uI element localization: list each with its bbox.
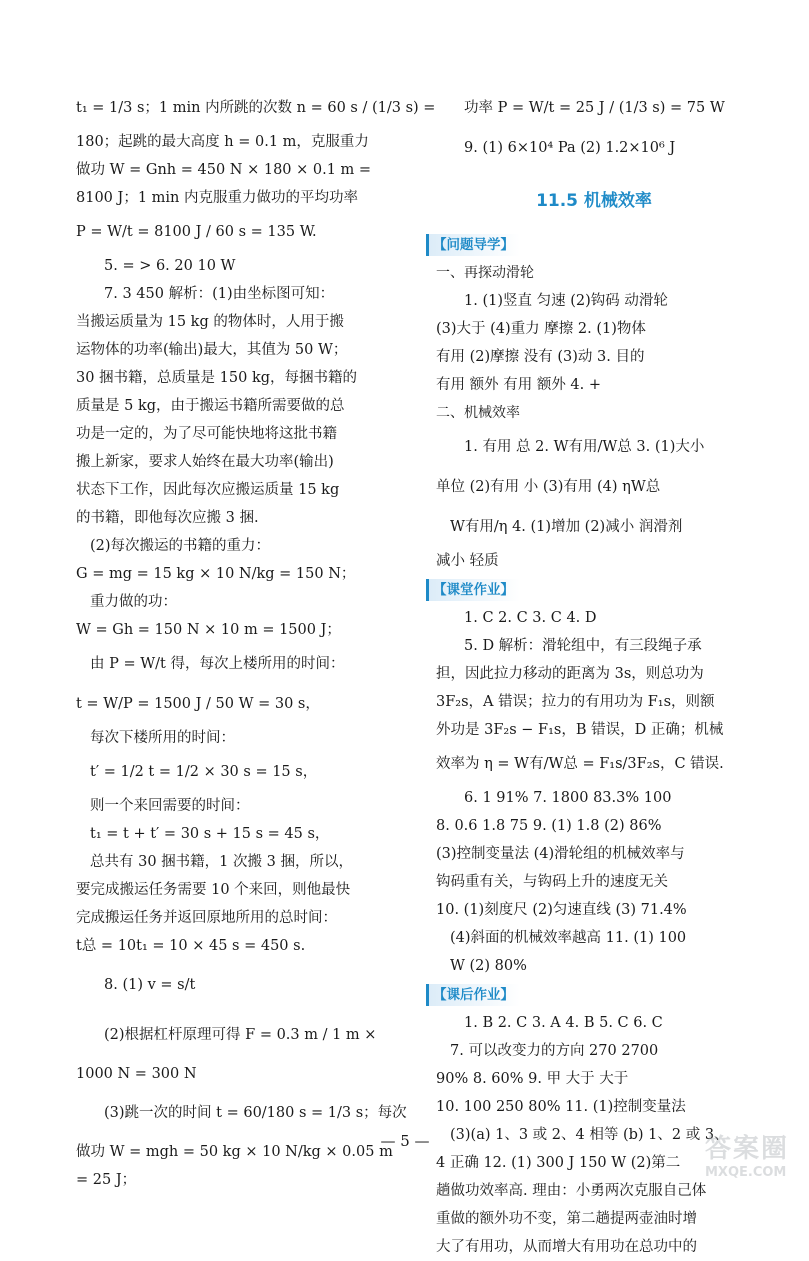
text-line: 9. (1) 6×10⁴ Pa (2) 1.2×10⁶ J: [464, 140, 676, 156]
text-line: W = Gh = 150 N × 10 m = 1500 J；: [76, 622, 341, 638]
watermark-url: MXQE.COM: [705, 1165, 787, 1180]
text-line: 3F₂s，A 错误；拉力的有用功为 F₁s，则额: [436, 694, 715, 710]
text-line: G = mg = 15 kg × 10 N/kg = 150 N；: [76, 566, 356, 582]
text-line: 效率为 η = W有/W总 = F₁s/3F₂s，C 错误.: [436, 756, 724, 772]
text-line: (3)(a) 1、3 或 2、4 相等 (b) 1、2 或 3、: [450, 1127, 729, 1143]
text-line: W (2) 80%: [450, 958, 527, 974]
text-line: 1. B 2. C 3. A 4. B 5. C 6. C: [464, 1015, 663, 1031]
text-line: 质量是 5 kg，由于搬运书籍所需要做的总: [76, 398, 345, 414]
text-line: 1. 有用 总 2. W有用/W总 3. (1)大小: [464, 439, 705, 455]
subheading: 二、机械效率: [436, 405, 520, 421]
text-line: 重做的额外功不变，第二趟提两壶油时增: [436, 1211, 697, 1227]
text-line: (3)跳一次的时间 t = 60/180 s = 1/3 s；每次: [104, 1105, 407, 1121]
text-line: 担，因此拉力移动的距离为 3s，则总功为: [436, 666, 704, 682]
text-line: 4 正确 12. (1) 300 J 150 W (2)第二: [436, 1155, 681, 1171]
text-line: P = W/t = 8100 J / 60 s = 135 W.: [76, 224, 317, 240]
text-line: 单位 (2)有用 小 (3)有用 (4) ηW总: [436, 479, 661, 495]
text-line: t₁ = 1/3 s；1 min 内所跳的次数 n = 60 s / (1/3 s) =: [76, 100, 436, 116]
text-line: 总共有 30 捆书籍，1 次搬 3 捆，所以，: [90, 854, 353, 870]
text-line: 180；起跳的最大高度 h = 0.1 m，克服重力: [76, 134, 369, 150]
text-line: 8. (1) v = s/t: [104, 977, 196, 993]
text-line: 功率 P = W/t = 25 J / (1/3 s) = 75 W: [464, 100, 725, 116]
text-line: 状态下工作，因此每次应搬运质量 15 kg: [76, 482, 340, 498]
text-line: 大了有用功，从而增大有用功在总功中的: [436, 1239, 697, 1255]
text-line: 7. 可以改变力的方向 270 2700: [450, 1043, 659, 1059]
text-line: 每次下楼所用的时间：: [90, 730, 235, 746]
text-line: 要完成搬运任务需要 10 个来回，则他最快: [76, 882, 351, 898]
text-line: 8. 0.6 1.8 75 9. (1) 1.8 (2) 86%: [436, 818, 662, 834]
text-line: t总 = 10t₁ = 10 × 45 s = 450 s.: [76, 938, 306, 954]
section-tag-wenti: 【问题导学】: [426, 234, 520, 256]
text-line: 10. 100 250 80% 11. (1)控制变量法: [436, 1099, 686, 1115]
text-line: 有用 (2)摩擦 没有 (3)动 3. 目的: [436, 349, 645, 365]
text-line: 钩码重有关，与钩码上升的速度无关: [436, 874, 668, 890]
text-line: (3)大于 (4)重力 摩擦 2. (1)物体: [436, 321, 646, 337]
text-line: 1. C 2. C 3. C 4. D: [464, 610, 597, 626]
text-line: 有用 额外 有用 额外 4. +: [436, 377, 602, 393]
text-line: 当搬运质量为 15 kg 的物体时，人用于搬: [76, 314, 344, 330]
text-line: 1. (1)竖直 匀速 (2)钩码 动滑轮: [464, 293, 668, 309]
text-line: 90% 8. 60% 9. 甲 大于 大于: [436, 1071, 629, 1087]
text-line: 功是一定的，为了尽可能快地将这批书籍: [76, 426, 337, 442]
text-line: 则一个来回需要的时间：: [90, 798, 250, 814]
watermark-logo: [705, 1128, 795, 1188]
text-line: (4)斜面的机械效率越高 11. (1) 100: [450, 930, 687, 946]
text-line: 搬上新家，要求人始终在最大功率(输出): [76, 454, 334, 470]
text-line: 做功 W = Gnh = 450 N × 180 × 0.1 m =: [76, 162, 372, 178]
text-line: 8100 J；1 min 内克服重力做功的平均功率: [76, 190, 358, 206]
text-line: 5. D 解析：滑轮组中，有三段绳子承: [464, 638, 702, 654]
text-line: t₁ = t + t′ = 30 s + 15 s = 45 s，: [90, 826, 330, 842]
text-line: 重力做的功：: [90, 594, 177, 610]
section-tag-ketang: 【课堂作业】: [426, 579, 520, 601]
text-line: 7. 3 450 解析：(1)由坐标图可知：: [104, 286, 335, 302]
text-line: (2)根据杠杆原理可得 F = 0.3 m / 1 m ×: [104, 1027, 377, 1043]
text-line: 10. (1)刻度尺 (2)匀速直线 (3) 71.4%: [436, 902, 687, 918]
watermark-text: 答案圈: [705, 1134, 790, 1164]
left-column: [76, 88, 436, 1194]
text-line: 运物体的功率(输出)最大，其值为 50 W；: [76, 342, 348, 358]
subheading: 一、再探动滑轮: [436, 265, 534, 281]
text-line: 的书籍，即他每次应搬 3 捆.: [76, 510, 259, 526]
text-line: W有用/η 4. (1)增加 (2)减小 润滑剂: [450, 519, 683, 535]
page-number: — 5 —: [380, 1132, 430, 1150]
right-column: [433, 88, 752, 1261]
section-title: 11.5 机械效率: [536, 191, 652, 211]
text-line: 5. = > 6. 20 10 W: [104, 258, 236, 274]
text-line: (2)每次搬运的书籍的重力：: [90, 538, 271, 554]
text-line: 30 捆书籍，总质量是 150 kg，每捆书籍的: [76, 370, 358, 386]
text-line: 6. 1 91% 7. 1800 83.3% 100: [464, 790, 672, 806]
text-line: = 25 J；: [76, 1172, 137, 1188]
section-tag-kehou: 【课后作业】: [426, 984, 520, 1006]
text-line: 做功 W = mgh = 50 kg × 10 N/kg × 0.05 m: [76, 1144, 393, 1160]
text-line: (3)控制变量法 (4)滑轮组的机械效率与: [436, 846, 685, 862]
text-line: 外功是 3F₂s − F₁s，B 错误，D 正确；机械: [436, 722, 724, 738]
text-line: 由 P = W/t 得，每次上楼所用的时间：: [90, 656, 345, 672]
text-line: 完成搬运任务并返回原地所用的总时间：: [76, 910, 337, 926]
text-line: t′ = 1/2 t = 1/2 × 30 s = 15 s，: [90, 764, 318, 780]
text-line: 趟做功效率高. 理由：小勇两次克服自己体: [436, 1183, 707, 1199]
text-line: 减小 轻质: [436, 553, 499, 569]
text-line: t = W/P = 1500 J / 50 W = 30 s，: [76, 696, 320, 712]
text-line: 1000 N = 300 N: [76, 1066, 197, 1082]
